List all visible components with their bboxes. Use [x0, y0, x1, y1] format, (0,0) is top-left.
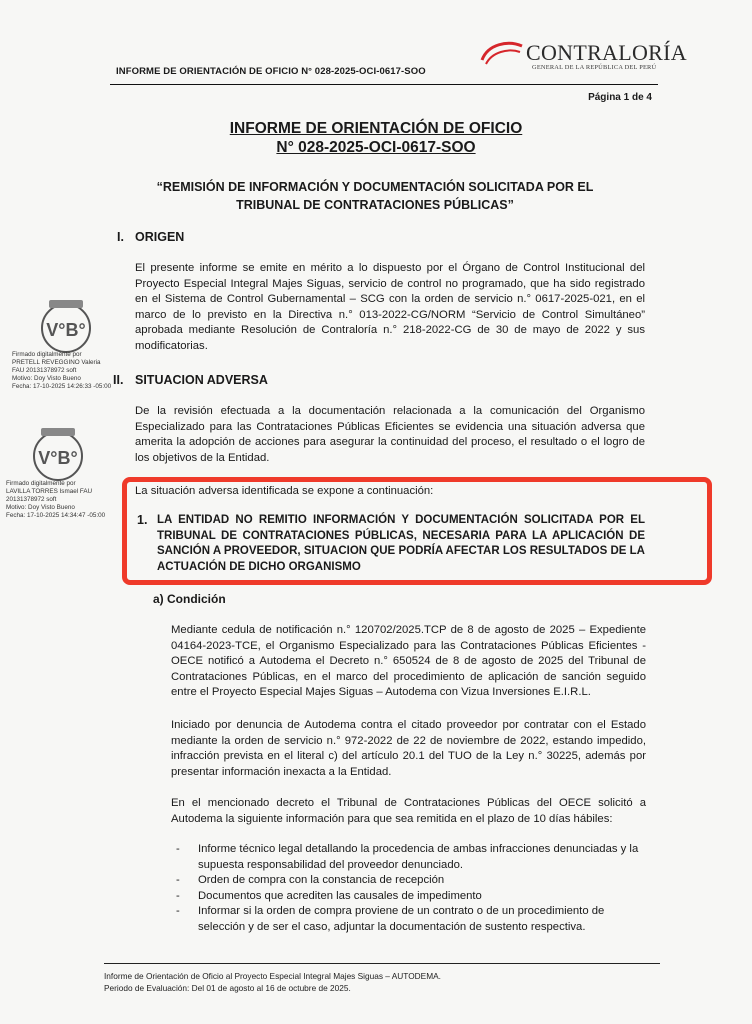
finding-number: 1. — [137, 513, 148, 527]
signature-block-2: Firmado digitalmente por LAVILLA TORRES Ismael FAU 20131378972 soft Motivo: Doy Visto Bueno Fecha: 17-10-2025 14:34:47 -05:00 — [6, 480, 106, 519]
logo-name: CONTRALORÍA — [526, 40, 687, 65]
document-title: INFORME DE ORIENTACIÓN DE OFICIO — [229, 120, 523, 137]
document-subtitle: “REMISIÓN DE INFORMACIÓN Y DOCUMENTACIÓN SOLICITADA POR EL TRIBUNAL DE CONTRATACIONES PÚBLICAS” — [156, 180, 594, 212]
vb-stamp-1-icon — [36, 296, 96, 356]
vb-mark: V°B° — [38, 448, 78, 468]
condition-heading: a) Condición — [153, 592, 226, 606]
contraloria-logo-icon — [478, 38, 526, 72]
logo-subtitle: GENERAL DE LA REPÚBLICA DEL PERÚ — [532, 64, 657, 71]
list-item: - Documentos que acrediten las causales de impedimento — [176, 889, 482, 902]
signature-block-1: Firmado digitalmente por PRETELL REVEGGINO Valeria FAU 20131378972 soft Motivo: Doy Visto Bueno Fecha: 17-10-2025 14:26:33 -05:00 — [12, 351, 112, 390]
list-item: - Orden de compra con la constancia de recepción — [176, 874, 445, 887]
footer-line-1: Informe de Orientación de Oficio al Proyecto Especial Integral Majes Siguas – AUTODEMA. — [104, 971, 441, 981]
header-divider — [110, 84, 658, 85]
section-1-body: El presente informe se emite en mérito a lo dispuesto por el Órgano de Control Institucional del Proyecto Especial Integral Majes Siguas, servicio de control no programado, que ha sido registrado en el Sistema de Control Gubernamental – SCG con la orden de servicio n.° 0617-2025-021, en el marco de lo previsto en la Directiva n.° 013-2022-CG/NORM “Servicio de Control Simultáneo” aprobada mediante Resolución de Contraloría n.° 218-2022-CG de 30 de mayo de 2022 y sus modificatorias. — [135, 262, 645, 352]
footer-divider — [104, 963, 660, 964]
vb-mark: V°B° — [46, 320, 86, 340]
page-indicator: Página 1 de 4 — [588, 92, 652, 103]
section-1-heading: ORIGEN — [135, 230, 185, 244]
list-item: - Informe técnico legal detallando la procedencia de ambas infracciones denunciadas y la supuesta responsabilidad del proveedor denunciado. — [176, 843, 639, 871]
document-number: N° 028-2025-OCI-0617-SOO — [276, 139, 476, 156]
condition-paragraph-1: Mediante cedula de notificación n.° 120702/2025.TCP de 8 de agosto de 2025 – Expediente 04164-2023-TCE, el Organismo Especializado para las Contrataciones Públicas Eficientes - OECE notificó a Autodema el Decreto n.° 650524 de 8 de agosto de 2025 del Tribunal de Contrataciones Públicas, en el marco del procedimiento de aplicación de sanción seguido entre el Proyecto Especial Majes Siguas – Autodema con Vizua Inversiones E.I.R.L. — [171, 624, 646, 699]
list-item: - Informar si la orden de compra proviene de un contrato o de un procedimiento de selección y de ser el caso, adjuntar la documentación de sustento respectiva. — [176, 905, 605, 933]
requested-info-list — [176, 842, 646, 936]
section-1-number: I. — [117, 230, 124, 244]
footer-line-2: Periodo de Evaluación: Del 01 de agosto al 16 de octubre de 2025. — [104, 983, 351, 993]
section-2-heading: SITUACION ADVERSA — [135, 373, 268, 387]
finding-text: LA ENTIDAD NO REMITIO INFORMACIÓN Y DOCUMENTACIÓN SOLICITADA POR EL TRIBUNAL DE CONTRATACIONES PÚBLICAS, NECESARIA PARA LA APLICACIÓN DE SANCIÓN A PROVEEDOR, SITUACION QUE PODRÍA AFECTAR LOS RESULTADOS DE LA ACTUACIÓN DE DICHO ORGANISMO — [157, 514, 645, 573]
condition-paragraph-3: En el mencionado decreto el Tribunal de Contrataciones Públicas del OECE solicitó a Autodema la siguiente información para que sea remitida en el plazo de 10 días hábiles: — [171, 797, 646, 825]
section-2-number: II. — [113, 373, 124, 387]
header-reference: INFORME DE ORIENTACIÓN DE OFICIO N° 028-2025-OCI-0617-SOO — [116, 66, 426, 77]
contraloria-logo — [478, 38, 687, 74]
condition-paragraph-2: Iniciado por denuncia de Autodema contra el citado proveedor por contratar con el Estado mediante la orden de servicio n.° 972-2022 de 22 de noviembre de 2022, estando impedido, infracción prevista en el literal c) del artículo 20.1 del TUO de la Ley n.° 30225, además por presentar información inexacta a la Entidad. — [171, 719, 646, 778]
footer — [104, 970, 441, 994]
section-2-body: De la revisión efectuada a la documentación relacionada a la comunicación del Organismo Especializado para las Contrataciones Públicas Eficientes se evidencia una situación adversa que amerita la adopción de acciones para asegurar la continuidad del proceso, el resultado o el logro de los objetivos de la Entidad. — [135, 405, 645, 464]
vb-stamp-2-icon — [28, 424, 88, 484]
section-2-intro: La situación adversa identificada se expone a continuación: — [135, 485, 434, 497]
